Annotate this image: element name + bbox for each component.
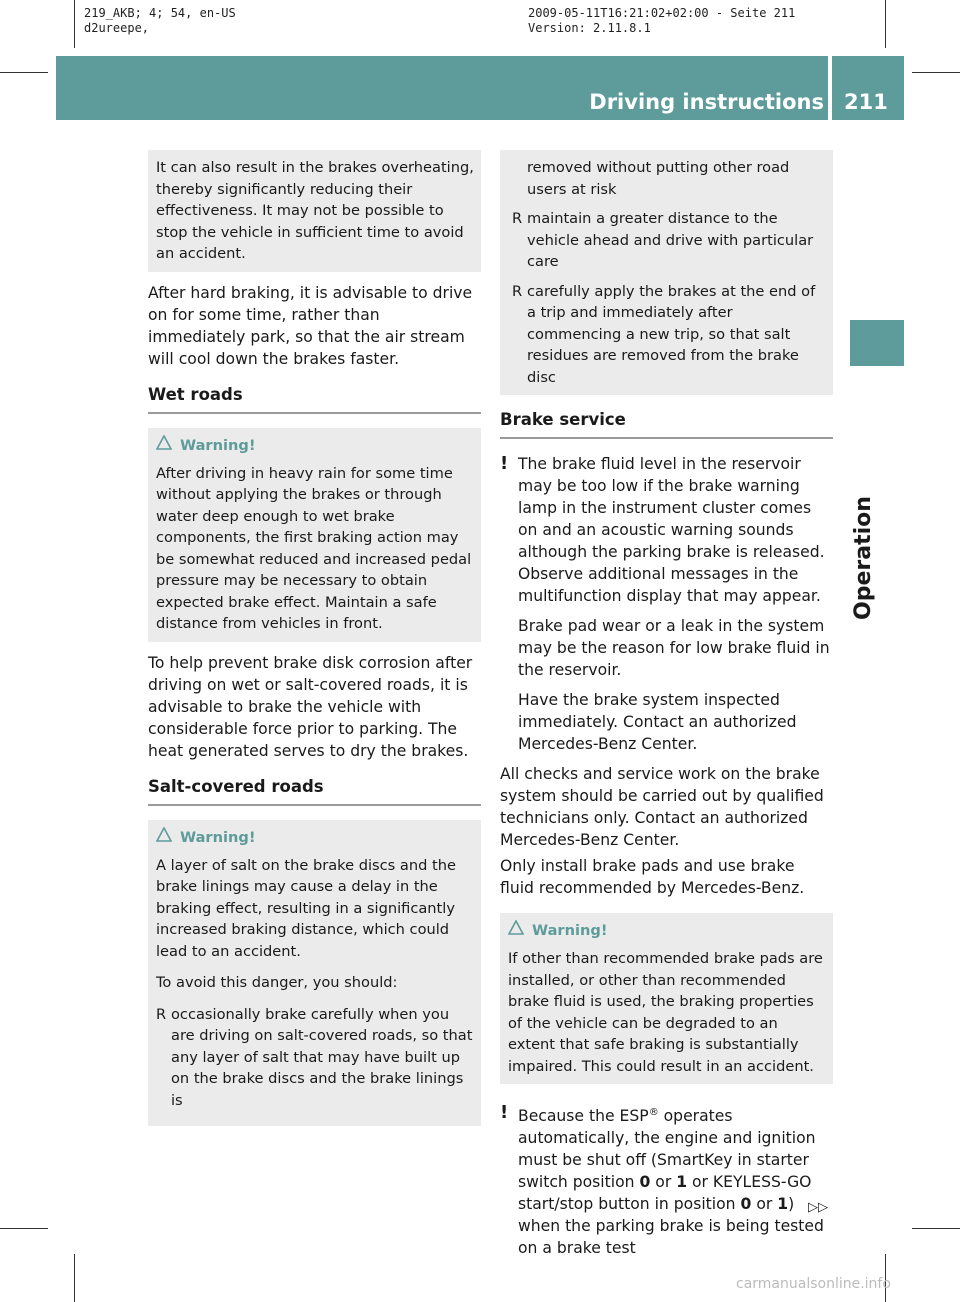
section-heading-brake-service: Brake service xyxy=(500,409,833,439)
exclamation-icon: ! xyxy=(500,453,509,474)
warning-text: To avoid this danger, you should: xyxy=(156,974,398,991)
note-fragment: or xyxy=(650,1173,677,1192)
chapter-tab xyxy=(850,320,904,366)
bullet-continuation xyxy=(512,157,827,200)
crop-mark xyxy=(0,72,48,73)
warning-triangle-icon xyxy=(156,435,174,456)
meta-line: d2ureepe, xyxy=(84,21,150,35)
note-fragment: or KEYLESS-GO start/stop button in position xyxy=(518,1173,812,1214)
meta-line: Version: 2.11.8.1 xyxy=(528,21,651,35)
position-value: 1 xyxy=(777,1195,789,1214)
continue-arrow-icon: ▷▷ xyxy=(808,1200,828,1215)
note-fragment: Because the ESP xyxy=(518,1107,649,1126)
warning-text: After driving in heavy rain for some time without applying the brakes or through water deep enough to wet brake components, the first braking action may be somewhat reduced and increased pedal pressure may be necessary to obtain expected brake effect. Maintain a safe distance from vehicles in front. xyxy=(156,464,472,632)
warning-text: If other than recommended brake pads are installed, or other than recommended brake fluid is used, the braking properties of the vehicle can be degraded to an extent that safe braking is substantially impaired. This could result in an accident. xyxy=(508,950,823,1075)
section-heading-salt-roads: Salt-covered roads xyxy=(148,776,481,806)
bullet-icon: R xyxy=(512,210,523,227)
bullet-text: occasionally brake carefully when you are driving on salt-covered roads, so that any layer of salt that may have built up on the brake discs and the brake linings is xyxy=(171,1005,473,1109)
note-text: Brake pad wear or a leak in the system may be the reason for low brake fluid in the reservoir. xyxy=(518,617,830,679)
note-text: Have the brake system inspected immediately. Contact an authorized Mercedes-Benz Center. xyxy=(518,691,797,753)
print-meta-left xyxy=(84,6,236,36)
warning-box-salt xyxy=(148,820,481,1127)
warning-triangle-icon xyxy=(156,827,174,848)
warning-header xyxy=(156,827,475,848)
meta-line: 2009-05-11T16:21:02+02:00 - Seite 211 xyxy=(528,6,796,20)
bullet-item xyxy=(512,208,827,273)
warning-header xyxy=(156,435,475,456)
page-number: 211 xyxy=(844,90,888,114)
bullet-text: removed without putting other road users at risk xyxy=(527,159,790,198)
warning-text: It can also result in the brakes overheating, thereby significantly reducing their effectiveness. It may not be possible to stop the vehicle in sufficient time to avoid an accident. xyxy=(156,159,474,262)
crop-mark xyxy=(74,0,75,48)
section-title: Driving instructions xyxy=(589,90,824,114)
body-paragraph: To help prevent brake disk corrosion after driving on wet or salt-covered roads, it is advisable to brake the vehicle with considerable force prior to parking. The heat generated serves to dry the brakes. xyxy=(148,653,473,760)
body-paragraph: Only install brake pads and use brake fluid recommended by Mercedes-Benz. xyxy=(500,857,805,897)
warning-title: Warning! xyxy=(180,828,256,846)
note-text xyxy=(518,1102,833,1259)
warning-title: Warning! xyxy=(180,436,256,454)
crop-mark xyxy=(885,0,886,48)
exclamation-icon: ! xyxy=(500,1102,509,1123)
crop-mark xyxy=(912,1228,960,1229)
bullet-item xyxy=(156,1004,475,1112)
crop-mark xyxy=(912,72,960,73)
warning-text: A layer of salt on the brake discs and the brake linings may cause a delay in the braking effect, resulting in a significantly increased braking distance, which could lead to an accident. xyxy=(156,856,456,960)
left-column xyxy=(148,150,481,1136)
note-fragment: ) when the parking brake is being tested on a brake test xyxy=(518,1195,824,1258)
position-value: 0 xyxy=(740,1195,752,1214)
note-text: The brake fluid level in the reservoir may be too low if the brake warning lamp in the instrument cluster comes on and an acoustic warning sounds although the parking brake is released. Observe additional messages in the multifunction display that may appear. xyxy=(518,455,825,605)
bullet-text: carefully apply the brakes at the end of a trip and immediately after commencing a new trip, so that salt residues are removed from the brake disc xyxy=(527,282,816,386)
warning-box-brake xyxy=(500,913,833,1084)
bullet-icon: R xyxy=(156,1005,167,1023)
note-fragment: operates automatically, the engine and ignition must be shut off (SmartKey in starter switch position xyxy=(518,1107,816,1192)
crop-mark xyxy=(0,1228,48,1229)
bullet-icon: R xyxy=(512,282,523,300)
body-paragraph: All checks and service work on the brake system should be carried out by qualified technicians only. Contact an authorized Mercedes-Benz Center. xyxy=(500,765,824,849)
right-column xyxy=(500,150,833,1267)
body-paragraph: After hard braking, it is advisable to drive on for some time, rather than immediately park, so that the air stream will cool down the brakes faster. xyxy=(148,283,473,368)
header-divider xyxy=(828,56,832,120)
bullet-text: maintain a greater distance to the vehicle ahead and drive with particular care xyxy=(527,210,814,270)
note-block xyxy=(500,453,833,755)
warning-header xyxy=(508,920,827,941)
continued-warning-box xyxy=(500,150,833,395)
chapter-label: Operation xyxy=(851,496,876,620)
watermark: carmanualsonline.info xyxy=(736,1276,891,1292)
meta-line: 219_AKB; 4; 54, en-US xyxy=(84,6,236,20)
warning-box-wet xyxy=(148,428,481,642)
crop-mark xyxy=(74,1254,75,1302)
print-meta-right xyxy=(528,6,795,36)
bullet-item xyxy=(512,281,827,389)
continued-warning-box xyxy=(148,150,481,272)
warning-triangle-icon xyxy=(508,920,526,941)
position-value: 0 xyxy=(639,1173,651,1192)
section-heading-wet-roads: Wet roads xyxy=(148,384,481,414)
registered-mark: ® xyxy=(648,1107,659,1118)
note-block xyxy=(500,1102,833,1259)
position-value: 1 xyxy=(676,1173,688,1192)
note-fragment: or xyxy=(751,1195,778,1214)
warning-title: Warning! xyxy=(532,922,608,939)
